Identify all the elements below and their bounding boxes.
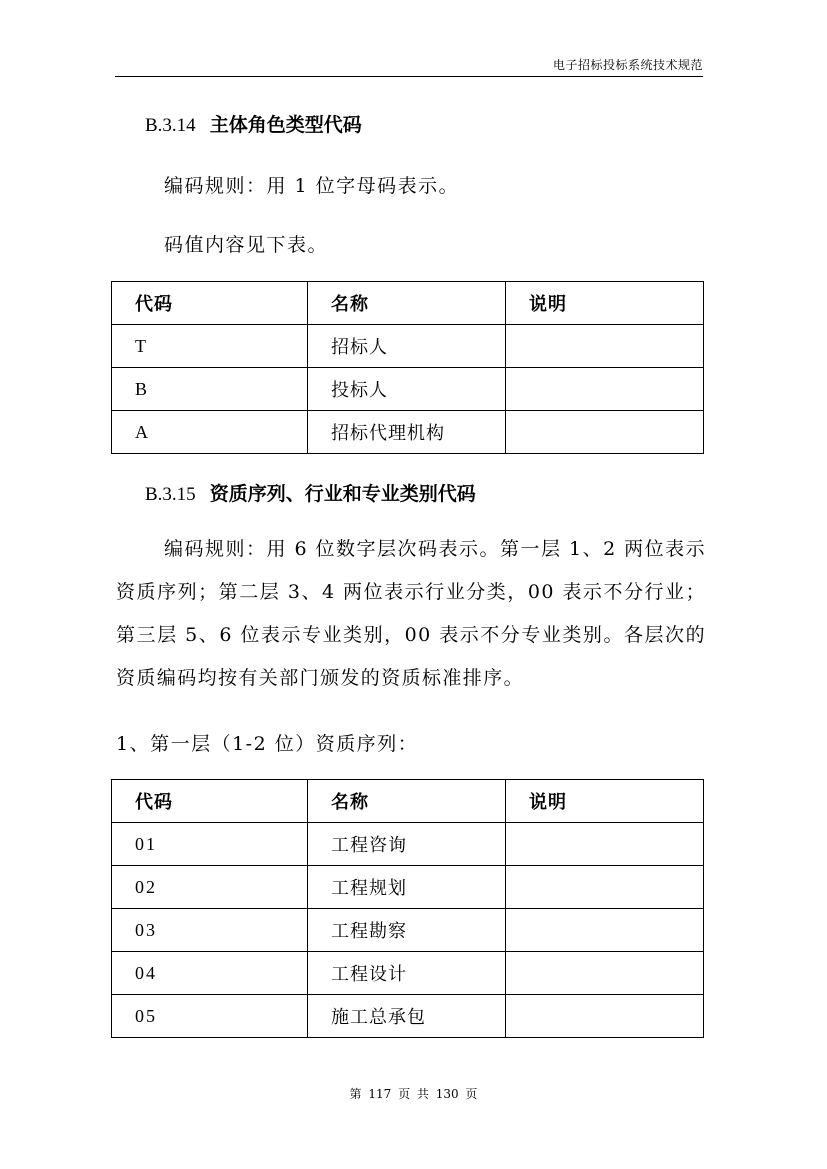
cell-code: 04 (112, 952, 308, 995)
table-header-row (112, 780, 704, 823)
section-number: B.3.15 (145, 484, 196, 505)
header-rule (115, 76, 703, 77)
table-row (112, 995, 704, 1038)
cell-name: 投标人 (308, 368, 506, 411)
cell-name: 施工总承包 (308, 995, 506, 1038)
cell-desc (506, 411, 704, 454)
role-type-code-table (111, 281, 704, 454)
header-desc: 说明 (506, 780, 704, 823)
cell-desc (506, 325, 704, 368)
cell-desc (506, 823, 704, 866)
section-title: 资质序列、行业和专业类别代码 (209, 483, 476, 505)
cell-code: 01 (112, 823, 308, 866)
cell-code: 03 (112, 909, 308, 952)
cell-name: 工程咨询 (308, 823, 506, 866)
cell-desc (506, 909, 704, 952)
table-row (112, 909, 704, 952)
cell-desc (506, 995, 704, 1038)
cell-desc (506, 368, 704, 411)
cell-name: 招标人 (308, 325, 506, 368)
header-name: 名称 (308, 780, 506, 823)
section-heading-b315 (145, 479, 476, 506)
table-row (112, 411, 704, 454)
cell-name: 工程勘察 (308, 909, 506, 952)
running-header: 电子招标投标系统技术规范 (552, 58, 703, 72)
qualification-sequence-table (111, 779, 704, 1038)
table-row (112, 368, 704, 411)
cell-desc (506, 952, 704, 995)
table-note-paragraph: 码值内容见下表。 (164, 234, 329, 256)
table-row (112, 823, 704, 866)
cell-name: 工程设计 (308, 952, 506, 995)
header-name: 名称 (308, 282, 506, 325)
sub-heading: 1、第一层（1-2 位）资质序列： (116, 733, 419, 755)
page-footer: 第 117 页 共 130 页 (349, 1087, 478, 1101)
cell-code: T (112, 325, 308, 368)
coding-rule-paragraph: 编码规则：用 6 位数字层次码表示。第一层 1、2 两位表示资质序列；第二层 3、4 两位表示行业分类，00 表示不分行业；第三层 5、6 位表示专业类别，00 表示不分专业类别。各层次的资质编码均按有关部门颁发的资质标准排序。 (116, 538, 706, 689)
header-code: 代码 (112, 780, 308, 823)
header-desc: 说明 (506, 282, 704, 325)
header-code: 代码 (112, 282, 308, 325)
section-title: 主体角色类型代码 (209, 114, 362, 136)
cell-code: B (112, 368, 308, 411)
section-number: B.3.14 (145, 115, 196, 136)
cell-code: 02 (112, 866, 308, 909)
coding-rule-paragraph: 编码规则：用 1 位字母码表示。 (164, 175, 460, 197)
table-row (112, 866, 704, 909)
section-heading-b314 (145, 110, 362, 137)
table-row (112, 952, 704, 995)
cell-code: A (112, 411, 308, 454)
table-header-row (112, 282, 704, 325)
table-row (112, 325, 704, 368)
cell-name: 招标代理机构 (308, 411, 506, 454)
cell-desc (506, 866, 704, 909)
cell-code: 05 (112, 995, 308, 1038)
cell-name: 工程规划 (308, 866, 506, 909)
